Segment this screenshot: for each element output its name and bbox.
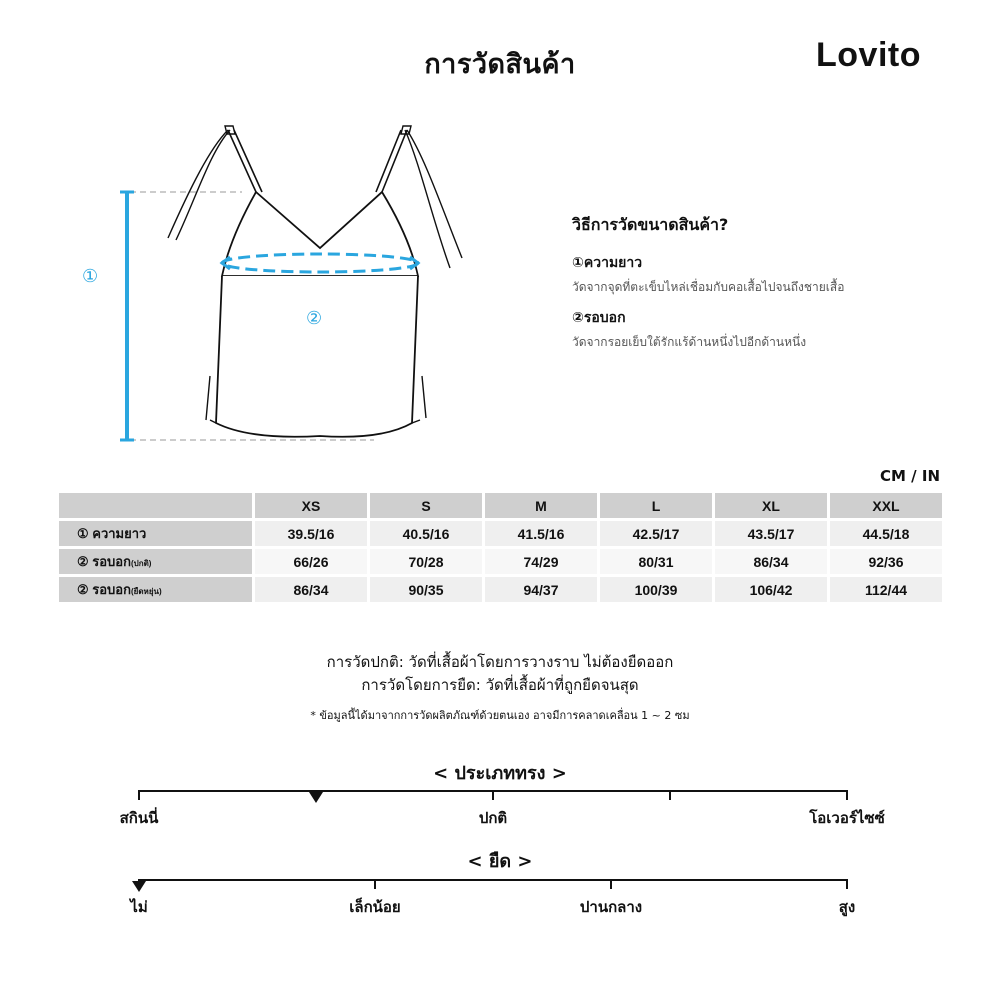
stretch-label-high: สูง bbox=[838, 898, 856, 916]
bust-description: วัดจากรอยเย็บใต้รักแร้ด้านหนึ่งไปอีกด้านหนึ่ง bbox=[572, 335, 807, 349]
row-label-bust-stretch: ② รอบอก(ยืดหยุ่น) bbox=[59, 577, 252, 602]
table-row bbox=[59, 549, 942, 574]
table-cell: 86/34 bbox=[715, 549, 827, 574]
bust-label: ②รอบอก bbox=[572, 310, 626, 326]
table-cell: 92/36 bbox=[830, 549, 942, 574]
fit-scale-tick bbox=[846, 790, 848, 800]
table-cell: 41.5/16 bbox=[485, 521, 597, 546]
left-strap bbox=[228, 130, 262, 192]
header-cell-l: L bbox=[600, 493, 712, 518]
how-to-measure-title: วิธีการวัดขนาดสินค้า? bbox=[572, 215, 729, 234]
stretch-scale-tick bbox=[846, 879, 848, 889]
stretch-label-none: ไม่ bbox=[130, 898, 148, 916]
table-cell: 100/39 bbox=[600, 577, 712, 602]
right-strap bbox=[376, 130, 407, 192]
how-to-measure bbox=[572, 213, 972, 362]
garment-diagram bbox=[70, 118, 470, 448]
length-label: ①ความยาว bbox=[572, 255, 643, 271]
table-cell: 39.5/16 bbox=[255, 521, 367, 546]
table-cell: 90/35 bbox=[370, 577, 482, 602]
stretch-label-slight: เล็กน้อย bbox=[349, 898, 401, 916]
table-header-row bbox=[59, 493, 942, 518]
brand-logo: Lovito bbox=[816, 36, 921, 74]
stretch-scale-title: < ยืด > bbox=[467, 851, 533, 872]
fit-label-skinny: สกินนี่ bbox=[119, 809, 159, 827]
table-cell: 74/29 bbox=[485, 549, 597, 574]
fit-label-oversize: โอเวอร์ไซซ์ bbox=[809, 809, 885, 827]
fit-scale-marker bbox=[309, 792, 323, 803]
normal-measure-note: การวัดปกติ: วัดที่เสื้อผ้าโดยการวางราบ ไม่ต้องยืดออก bbox=[326, 653, 674, 671]
fit-label-regular: ปกติ bbox=[478, 809, 508, 827]
header-cell-xxl: XXL bbox=[830, 493, 942, 518]
table-cell: 112/44 bbox=[830, 577, 942, 602]
right-tie bbox=[405, 130, 462, 268]
stretch-scale-tick bbox=[610, 879, 612, 889]
table-cell: 80/31 bbox=[600, 549, 712, 574]
length-description: วัดจากจุดที่ตะเข็บไหล่เชื่อมกับคอเสื้อไปจนถึงชายเสื้อ bbox=[572, 280, 845, 294]
length-marker-label: ① bbox=[82, 266, 99, 287]
fit-scale-tick bbox=[669, 790, 671, 800]
garment-body bbox=[216, 276, 418, 437]
row-label-length: ① ความยาว bbox=[59, 521, 252, 546]
table-row bbox=[59, 577, 942, 602]
page-title: การวัดสินค้า bbox=[424, 49, 576, 80]
table-cell: 106/42 bbox=[715, 577, 827, 602]
table-row bbox=[59, 521, 942, 546]
fit-scale-tick bbox=[492, 790, 494, 800]
table-cell: 44.5/18 bbox=[830, 521, 942, 546]
header-cell-blank bbox=[59, 493, 252, 518]
left-tie bbox=[168, 130, 230, 240]
table-cell: 66/26 bbox=[255, 549, 367, 574]
unit-label: CM / IN bbox=[880, 467, 940, 485]
header-cell-xl: XL bbox=[715, 493, 827, 518]
bust-marker-label: ② bbox=[306, 308, 323, 329]
table-cell: 42.5/17 bbox=[600, 521, 712, 546]
fit-scale-title: < ประเภททรง > bbox=[433, 763, 567, 784]
bodice bbox=[222, 192, 418, 276]
disclaimer-note: * ข้อมูลนี้ได้มาจากการวัดผลิตภัณฑ์ด้วยตนเอง อาจมีการคลาดเคลื่อน 1 ~ 2 ซม bbox=[310, 709, 690, 722]
stretch-scale-tick bbox=[374, 879, 376, 889]
stretch-measure-note: การวัดโดยการยืด: วัดที่เสื้อผ้าที่ถูกยืดจนสุด bbox=[361, 676, 639, 694]
table-cell: 70/28 bbox=[370, 549, 482, 574]
stretch-scale-line bbox=[139, 879, 848, 881]
row-label-bust-normal: ② รอบอก(ปกติ) bbox=[59, 549, 252, 574]
fit-scale-tick bbox=[138, 790, 140, 800]
header-cell-m: M bbox=[485, 493, 597, 518]
table-cell: 40.5/16 bbox=[370, 521, 482, 546]
size-table bbox=[56, 490, 945, 605]
header-cell-s: S bbox=[370, 493, 482, 518]
stretch-scale-marker bbox=[132, 881, 146, 892]
table-cell: 43.5/17 bbox=[715, 521, 827, 546]
table-cell: 86/34 bbox=[255, 577, 367, 602]
table-cell: 94/37 bbox=[485, 577, 597, 602]
header-cell-xs: XS bbox=[255, 493, 367, 518]
stretch-label-medium: ปานกลาง bbox=[579, 898, 643, 916]
